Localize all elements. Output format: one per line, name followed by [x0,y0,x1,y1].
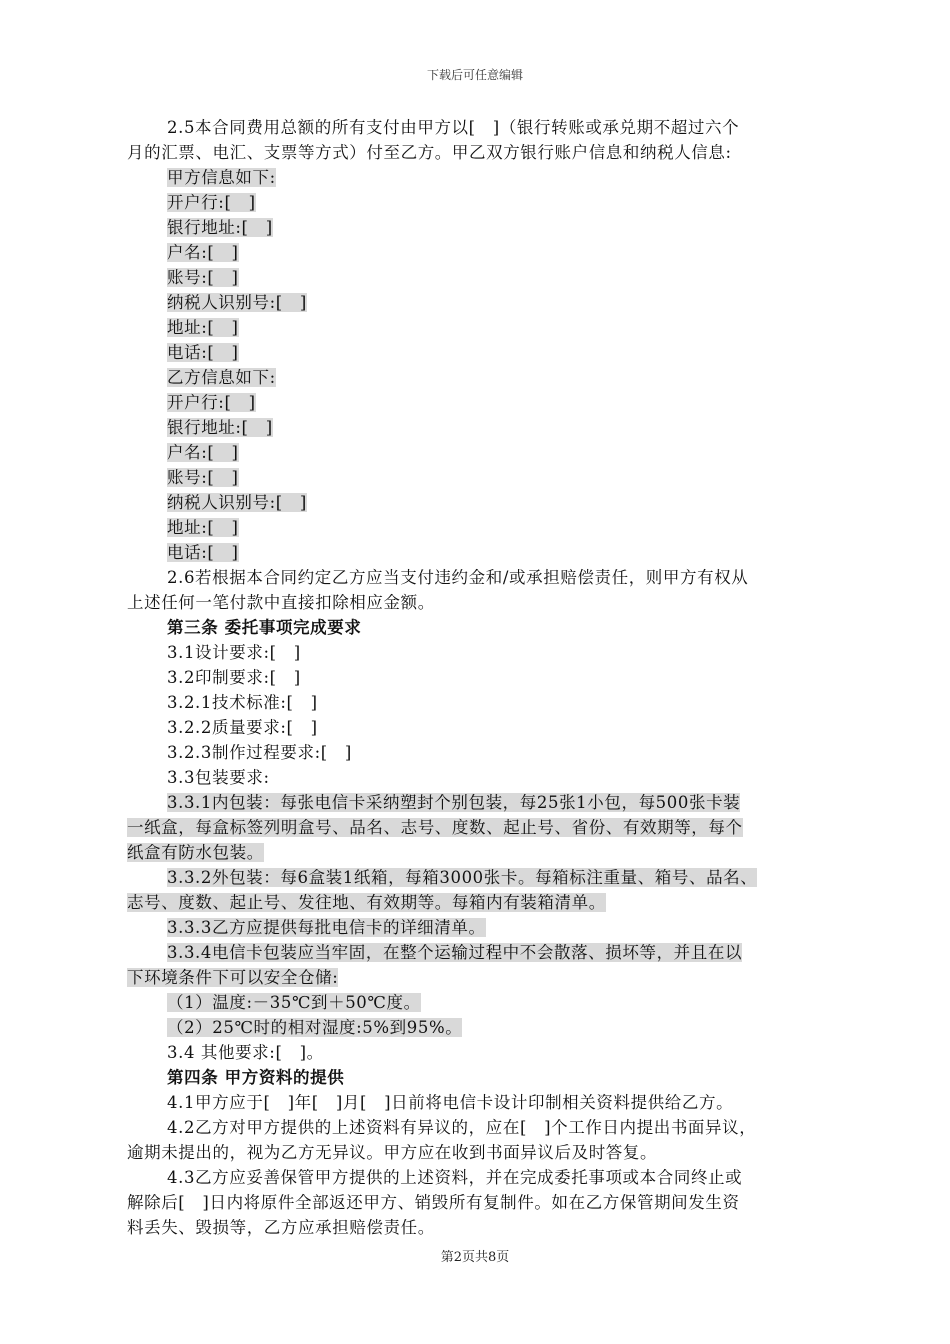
page-footer: 第2页共8页 [440,1250,510,1265]
line-text: 2.5本合同费用总额的所有支付由甲方以[ ]（银行转账或承兑期不超过六个 [167,118,740,137]
text-line [127,865,827,890]
line-text: 户名:[ ] [167,243,239,262]
text-line [127,640,827,665]
text-line [127,1165,827,1190]
line-text: 3.3.1内包装：每张电信卡采纳塑封个别包装，每25张1小包，每500张卡装 [167,793,741,812]
section-heading [127,1065,827,1090]
line-text: 地址:[ ] [167,518,239,537]
line-text: 银行地址:[ ] [167,218,273,237]
line-text: 4.2乙方对甲方提供的上述资料有异议的，应在[ ]个工作日内提出书面异议， [167,1118,757,1137]
text-line [127,915,827,940]
line-text: （1）温度:－35℃到＋50℃度。 [167,993,421,1012]
text-line [127,340,827,365]
line-text: 纳税人识别号:[ ] [167,493,307,512]
line-text: 地址:[ ] [167,318,239,337]
text-line [127,740,827,765]
line-text: 账号:[ ] [167,468,239,487]
text-line [127,665,827,690]
line-text: 账号:[ ] [167,268,239,287]
text-line [127,790,827,815]
line-text: 料丢失、毁损等，乙方应承担赔偿责任。 [127,1218,435,1237]
line-text: 一纸盒，每盒标签列明盒号、品名、志号、度数、起止号、省份、有效期等，每个 [127,818,743,837]
line-text: 户名:[ ] [167,443,239,462]
line-text: 上述任何一笔付款中直接扣除相应金额。 [127,593,435,612]
line-text: 银行地址:[ ] [167,418,273,437]
text-line [127,140,827,165]
line-text: 3.3.3乙方应提供每批电信卡的详细清单。 [167,918,486,937]
text-line [127,190,827,215]
text-line [127,715,827,740]
text-line [127,365,827,390]
text-line [127,290,827,315]
text-line [127,690,827,715]
text-line [127,115,827,140]
line-text: 志号、度数、起止号、发往地、有效期等。每箱内有装箱清单。 [127,893,606,912]
line-text: 开户行:[ ] [167,393,256,412]
text-line [127,240,827,265]
text-line [127,965,827,990]
line-text: 3.2.3制作过程要求:[ ] [167,743,352,762]
text-line [127,1015,827,1040]
text-line [127,940,827,965]
line-text: 开户行:[ ] [167,193,256,212]
text-line [127,415,827,440]
text-line [127,990,827,1015]
text-line [127,840,827,865]
text-line [127,890,827,915]
line-text: 4.3乙方应妥善保管甲方提供的上述资料，并在完成委托事项或本合同终止或 [167,1168,743,1187]
line-text: 3.1设计要求:[ ] [167,643,301,662]
text-line [127,565,827,590]
text-line [127,265,827,290]
text-line [127,215,827,240]
text-line [127,590,827,615]
text-line [127,1090,827,1115]
line-text: 电话:[ ] [167,543,239,562]
line-text: 4.1甲方应于[ ]年[ ]月[ ]日前将电信卡设计印制相关资料提供给乙方。 [167,1093,734,1112]
text-line [127,1140,827,1165]
line-text: 第三条 委托事项完成要求 [167,618,362,637]
text-line [127,1190,827,1215]
line-text: 3.2.2质量要求:[ ] [167,718,318,737]
text-line [127,815,827,840]
page-header: 下载后可任意编辑 [426,68,523,82]
line-text: （2）25℃时的相对湿度:5%到95%。 [167,1018,463,1037]
line-text: 3.3.4电信卡包装应当牢固，在整个运输过程中不会散落、损坏等，并且在以 [167,943,743,962]
text-line [127,1215,827,1240]
text-line [127,1115,827,1140]
text-line [127,490,827,515]
line-text: 3.2.1技术标准:[ ] [167,693,318,712]
line-text: 3.4 其他要求:[ ]。 [167,1043,324,1062]
section-heading [127,615,827,640]
line-text: 下环境条件下可以安全仓储: [127,968,339,987]
text-line [127,1040,827,1065]
text-line [127,165,827,190]
line-text: 3.2印制要求:[ ] [167,668,301,687]
text-line [127,390,827,415]
line-text: 电话:[ ] [167,343,239,362]
text-line [127,765,827,790]
document-body [127,115,827,1240]
line-text: 纸盒有防水包装。 [127,843,264,862]
line-text: 月的汇票、电汇、支票等方式）付至乙方。甲乙双方银行账户信息和纳税人信息: [127,143,732,162]
line-text: 2.6若根据本合同约定乙方应当支付违约金和/或承担赔偿责任，则甲方有权从 [167,568,749,587]
line-text: 3.3.2外包装：每6盒装1纸箱，每箱3000张卡。每箱标注重量、箱号、品名、 [167,868,758,887]
line-text: 甲方信息如下: [167,168,276,187]
text-line [127,515,827,540]
line-text: 解除后[ ]日内将原件全部返还甲方、销毁所有复制件。如在乙方保管期间发生资 [127,1193,740,1212]
text-line [127,315,827,340]
text-line [127,440,827,465]
line-text: 乙方信息如下: [167,368,276,387]
line-text: 3.3包装要求: [167,768,270,787]
line-text: 逾期未提出的，视为乙方无异议。甲方应在收到书面异议后及时答复。 [127,1143,658,1162]
line-text: 第四条 甲方资料的提供 [167,1068,345,1087]
text-line [127,465,827,490]
line-text: 纳税人识别号:[ ] [167,293,307,312]
text-line [127,540,827,565]
